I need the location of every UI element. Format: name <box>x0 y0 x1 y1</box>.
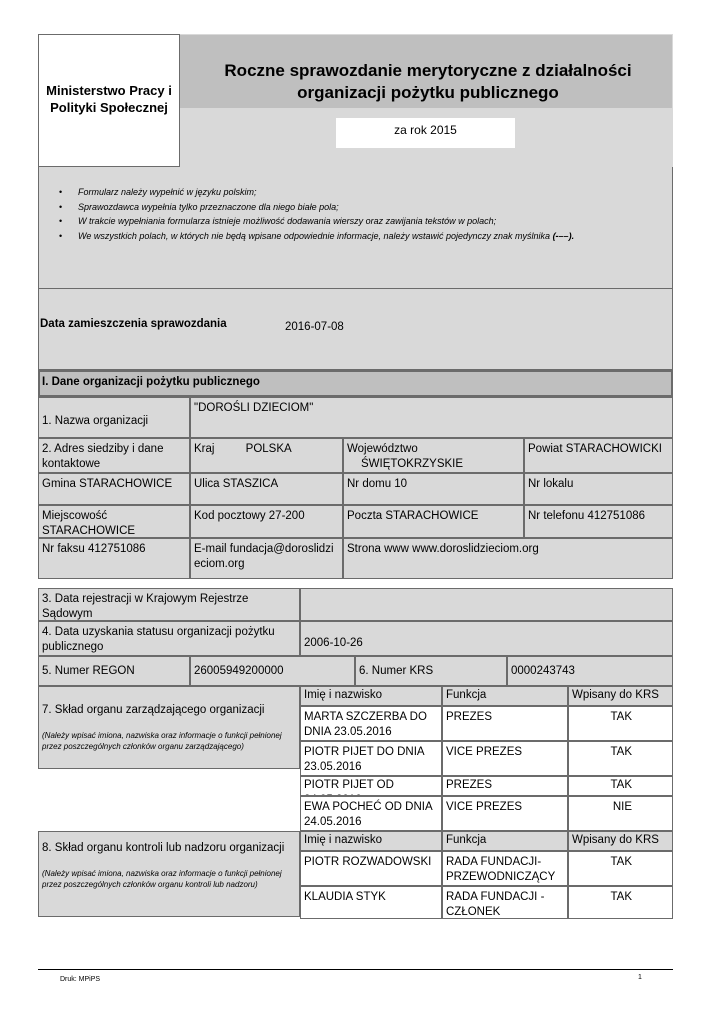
post-office-field: Poczta STARACHOWICE <box>343 505 524 538</box>
print-label: Druk: MPiPS <box>60 976 101 983</box>
org-name-value: "DOROŚLI DZIECIOM" <box>190 397 673 438</box>
board-row-name: EWA POCHEĆ OD DNIA 24.05.2016 <box>300 796 442 831</box>
supervisory-col-function: Funkcja <box>442 831 568 851</box>
board-row-krs: TAK <box>568 741 673 776</box>
supervisory-row-krs: TAK <box>568 851 673 886</box>
supervisory-row-function: RADA FUNDACJI-PRZEWODNICZĄCY <box>442 851 568 886</box>
board-row-krs: NIE <box>568 796 673 831</box>
commune-field: Gmina STARACHOWICE <box>38 473 190 505</box>
board-row-function: VICE PREZES <box>442 741 568 776</box>
publication-date-label: Data zamieszczenia sprawozdania <box>40 318 227 330</box>
page-title: Roczne sprawozdanie merytoryczne z działalności organizacji pożytku publicznego <box>224 61 632 102</box>
supervisory-label: 8. Skład organu kontroli lub nadzoru organizacji <box>42 842 285 854</box>
phone-field: Nr telefonu 412751086 <box>524 505 673 538</box>
instructions-box <box>38 167 673 289</box>
instructions-list <box>57 185 664 243</box>
regon-label: 5. Numer REGON <box>38 656 190 686</box>
instruction-item: • Formularz należy wypełnić w języku polskim; <box>57 185 664 200</box>
instruction-item: • Sprawozdawca wypełnia tylko przeznaczone dla niego białe pola; <box>57 200 664 215</box>
board-row-krs: TAK <box>568 776 673 796</box>
supervisory-row-name: KLAUDIA STYK <box>300 886 442 919</box>
krs-label: 6. Numer KRS <box>355 656 507 686</box>
krs-registration-value <box>300 588 673 621</box>
fax-field: Nr faksu 412751086 <box>38 538 190 579</box>
instruction-text: We wszystkich polach, w których nie będą wpisane odpowiednie informacje, należy wstawić pojedynczy znak myślnika <box>78 230 553 241</box>
instruction-item <box>57 229 664 244</box>
board-row-name: PIOTR PIJET DO DNIA 23.05.2016 <box>300 741 442 776</box>
county-field: Powiat STARACHOWICKI <box>524 438 673 473</box>
regon-value: 26005949200000 <box>190 656 355 686</box>
supervisory-note: (Należy wpisać imiona, nazwiska oraz informacje o funkcji pełnionej przez poszczególnych członków organu kontroli lub nadzoru) <box>42 869 282 889</box>
dash-symbol: (-––). <box>552 230 575 241</box>
country-field <box>190 438 343 473</box>
board-label: 7. Skład organu zarządzającego organizacji <box>42 704 265 716</box>
board-row-function: VICE PREZES <box>442 796 568 831</box>
supervisory-col-name: Imię i nazwisko <box>300 831 442 851</box>
publication-date-value: 2016-07-08 <box>285 321 344 333</box>
board-row-function: PREZES <box>442 776 568 796</box>
supervisory-row-function: RADA FUNDACJI - CZŁONEK <box>442 886 568 919</box>
supervisory-col-krs: Wpisany do KRS <box>568 831 673 851</box>
board-row-function: PREZES <box>442 706 568 741</box>
footer-rule <box>38 969 673 970</box>
report-year: za rok 2015 <box>336 118 515 148</box>
board-row-name: PIOTR PIJET OD <box>300 776 442 796</box>
country-value: POLSKA <box>245 443 292 455</box>
postal-code-field: Kod pocztowy 27-200 <box>190 505 343 538</box>
opp-status-label: 4. Data uzyskania statusu organizacji pożytku publicznego <box>38 621 300 656</box>
supervisory-row-name: PIOTR ROZWADOWSKI <box>300 851 442 886</box>
krs-value: 0000243743 <box>507 656 673 686</box>
krs-registration-label: 3. Data rejestracji w Krajowym Rejestrze Sądowym <box>38 588 300 621</box>
board-label-box <box>38 686 300 769</box>
org-name-label: 1. Nazwa organizacji <box>38 397 190 438</box>
street-field: Ulica STASZICA <box>190 473 343 505</box>
voivodeship-label: Województwo <box>347 443 418 455</box>
email-field: E-mail fundacja@doroslidzieciom.org <box>190 538 343 579</box>
voivodeship-value: ŚWIĘTOKRZYSKIE <box>361 458 464 470</box>
board-note: (Należy wpisać imiona, nazwiska oraz informacje o funkcji pełnionej przez poszczególnych członków organu zarządzającego) <box>42 731 282 751</box>
house-number-field: Nr domu 10 <box>343 473 524 505</box>
voivodeship-field <box>343 438 524 473</box>
supervisory-row-krs: TAK <box>568 886 673 919</box>
board-row-krs: TAK <box>568 706 673 741</box>
city-field: Miejscowość STARACHOWICE <box>38 505 190 538</box>
board-row-name: MARTA SZCZERBA DO DNIA 23.05.2016 <box>300 706 442 741</box>
page-number: 1 <box>638 974 642 981</box>
country-label: Kraj <box>194 443 215 455</box>
supervisory-label-box <box>38 831 300 917</box>
apartment-number-field: Nr lokalu <box>524 473 673 505</box>
website-field: Strona www www.doroslidzieciom.org <box>343 538 673 579</box>
address-label: 2. Adres siedziby i dane kontaktowe <box>38 438 190 473</box>
ministry-name: Ministerstwo Pracy i Polityki Społecznej <box>46 83 172 115</box>
instruction-item: • W trakcie wypełniania formularza istnieje możliwość dodawania wierszy oraz zawijania tekstów w polach; <box>57 214 664 229</box>
section-title: I. Dane organizacji pożytku publicznego <box>38 370 673 397</box>
board-col-krs: Wpisany do KRS <box>568 686 673 706</box>
opp-status-value: 2006-10-26 <box>300 621 673 656</box>
board-col-function: Funkcja <box>442 686 568 706</box>
board-col-name: Imię i nazwisko <box>300 686 442 706</box>
